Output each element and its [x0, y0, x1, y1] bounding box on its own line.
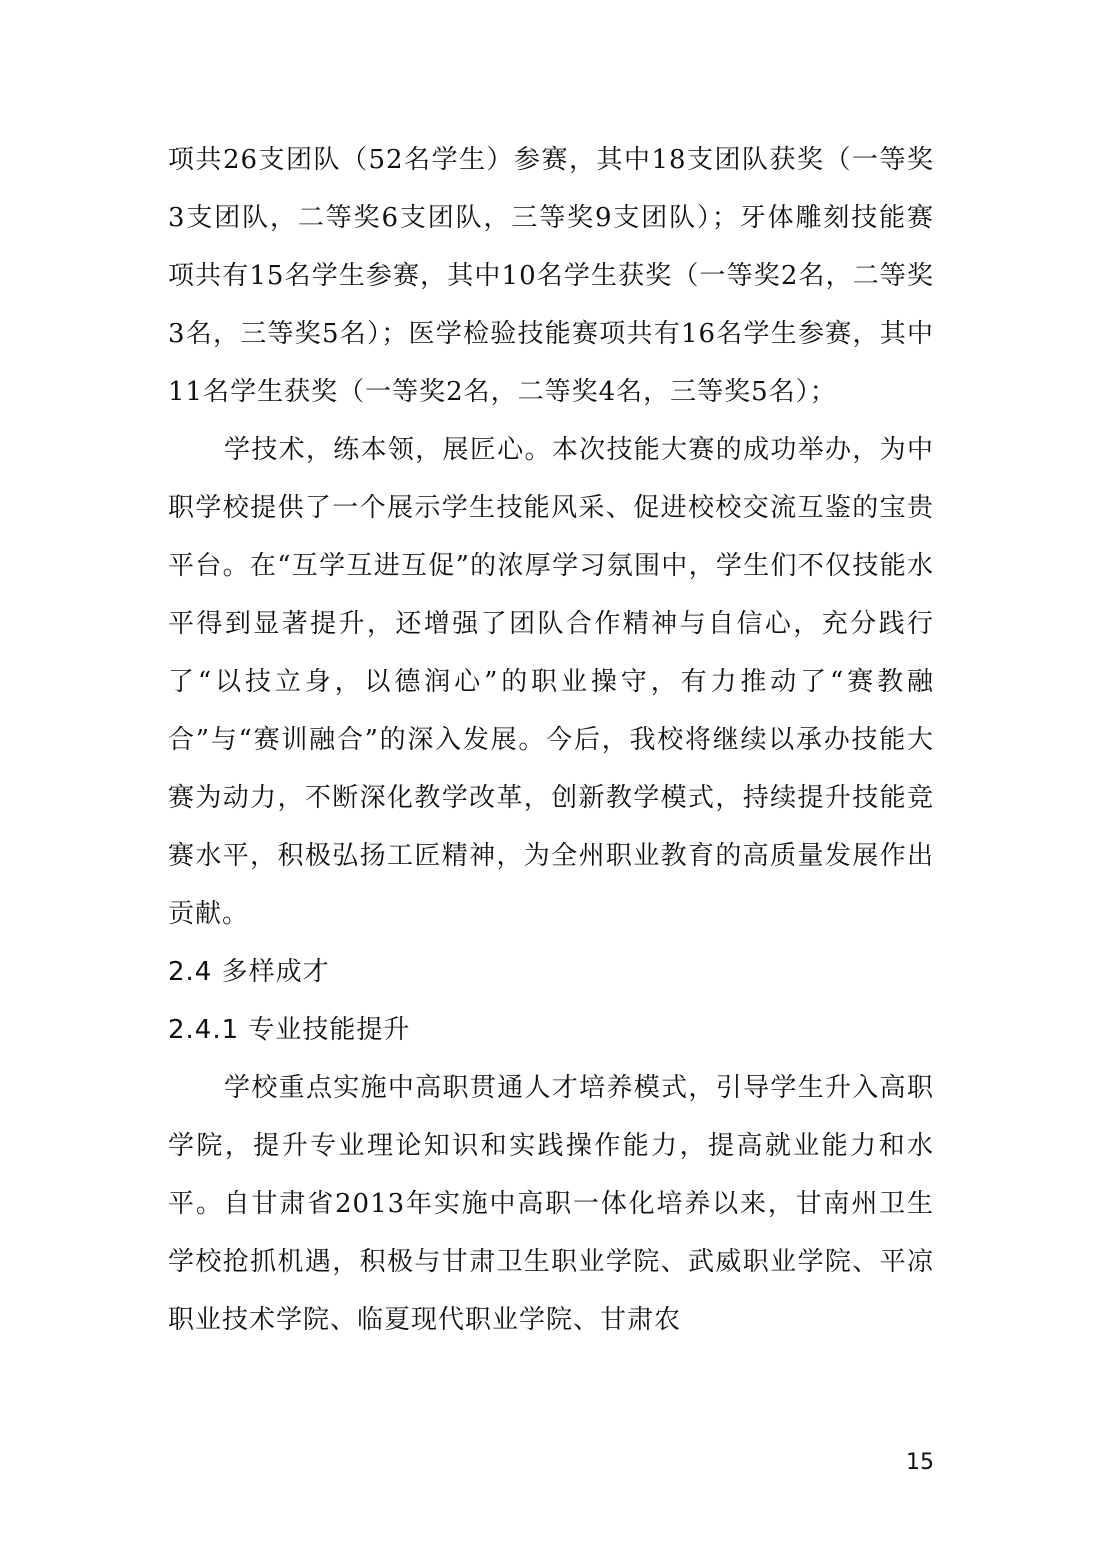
page-content [168, 131, 934, 1349]
section-heading-2-4: 2.4 多样成才 [168, 957, 330, 987]
paragraph-competition-summary: 学技术，练本领，展匠心。本次技能大赛的成功举办，为中职学校提供了一个展示学生技能风采、促进校校交流互鉴的宝贵平台。在“互学互进互促”的浓厚学习氛围中，学生们不仅技能水平得到显著提升，还增强了团队合作精神与自信心，充分践行了“以技立身，以德润心”的职业操守，有力推动了“赛教融合”与“赛训融合”的深入发展。今后，我校将继续以承办技能大赛为动力，不断深化教学改革，创新教学模式，持续提升技能竞赛水平，积极弘扬工匠精神，为全州职业教育的高质量发展作出贡献。 [168, 435, 934, 929]
paragraph-skill-improvement: 学校重点实施中高职贯通人才培养模式，引导学生升入高职学院，提升专业理论知识和实践操作能力，提高就业能力和水平。自甘肃省2013年实施中高职一体化培养以来，甘南州卫生学校抢抓机遇，积极与甘肃卫生职业学院、武威职业学院、平凉职业技术学院、临夏现代职业学院、甘肃农 [168, 1073, 934, 1335]
section-heading-2-4-1: 2.4.1 专业技能提升 [168, 1015, 411, 1045]
page-number: 15 [906, 1450, 934, 1475]
paragraph-competition-results: 项共26支团队（52名学生）参赛，其中18支团队获奖（一等奖3支团队，二等奖6支团队，三等奖9支团队）；牙体雕刻技能赛项共有15名学生参赛，其中10名学生获奖（一等奖2名，二等奖3名，三等奖5名）；医学检验技能赛项共有16名学生参赛，其中11名学生获奖（一等奖2名，二等奖4名，三等奖5名）； [168, 145, 934, 407]
